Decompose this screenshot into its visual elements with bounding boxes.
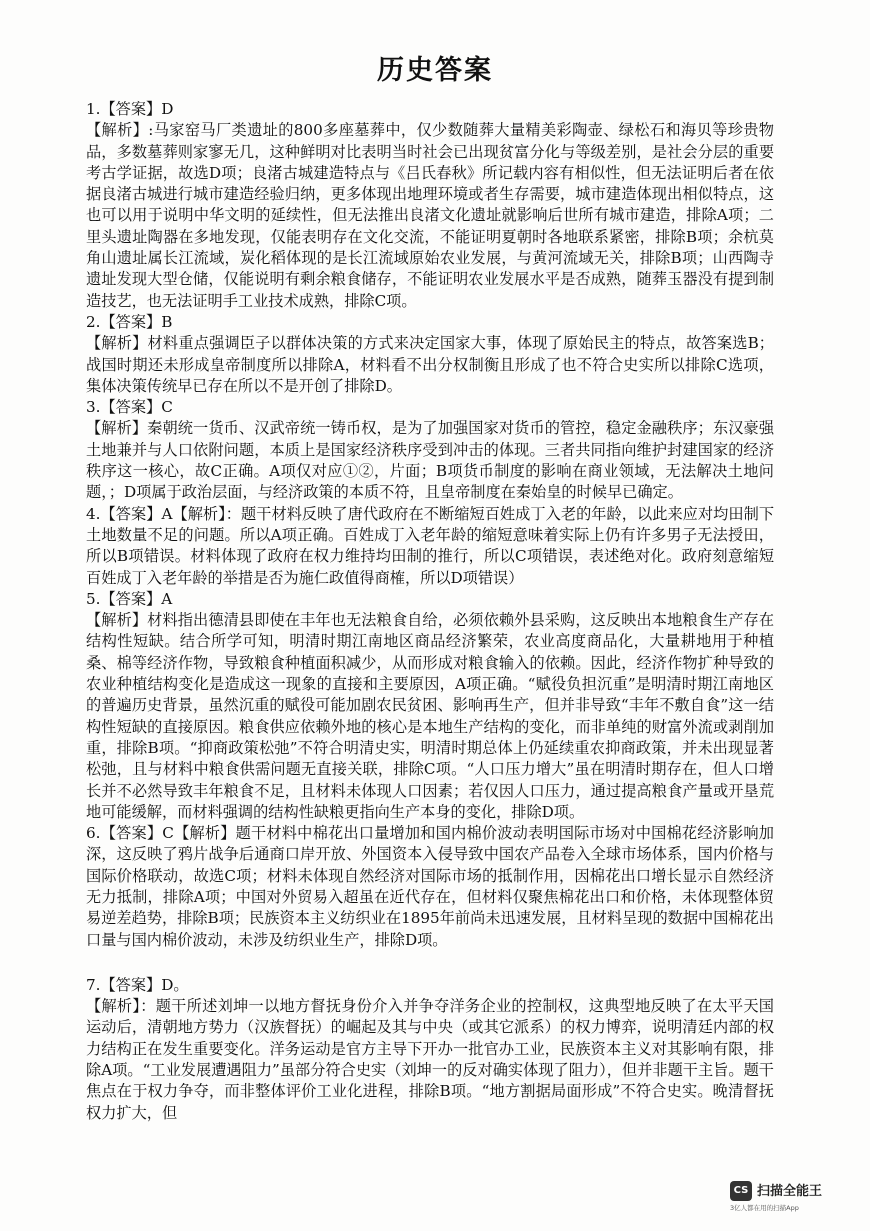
watermark-tagline: 3亿人都在用的扫描App: [730, 1204, 799, 1212]
answer-item-2: [86, 312, 774, 397]
camscanner-logo-icon: CS: [730, 1181, 752, 1201]
answer-list: [86, 99, 774, 1124]
analysis-text: 【解析】:马家窑马厂类遗址的800多座墓葬中，仅少数随葬大量精美彩陶壶、绿松石和海贝等珍贵物品，多数墓葬则家寥无几，这种鲜明对比表明当时社会已出现贫富分化与等级差别，是社会分层的重要考古学证据，故选D项；良渚古城建造特点与《吕氏春秋》所记载内容有相似性，但无法证明后者在依据良渚古城进行城市建造经验归纳，更多体现出地理环境或者生存需要，城市建造体现出相似特点，这也可以用于说明中华文明的延续性，但无法推出良渚文化遗址就影响后世所有城市建造，排除A项；二里头遗址陶器在多地发现，仅能表明存在文化交流，不能证明夏朝时各地联系紧密，排除B项；余杭莫角山遗址属长江流域，炭化稻体现的是长江流域原始农业发展，与黄河流域无关，排除B项；山西陶寺遗址发现大型仓储，仅能说明有剩余粮食储存，不能证明农业发展水平是否成熟，随葬玉器没有提到制造技艺，也无法证明手工业技术成熟，排除C项。: [86, 121, 774, 310]
page-title: 历史答案: [377, 55, 493, 86]
analysis-text: 【解析】材料指出德清县即使在丰年也无法粮食自给，必须依赖外县采购，这反映出本地粮食生产存在结构性短缺。结合所学可知，明清时期江南地区商品经济繁荣，农业高度商品化，大量耕地用于种植桑、棉等经济作物，导致粮食种植面积减少，从而形成对粮食输入的依赖。因此，经济作物扩种导致的农业种植结构变化是造成这一现象的直接和主要原因，A项正确。“赋役负担沉重”是明清时期江南地区的普遍历史背景，虽然沉重的赋役可能加剧农民贫困、影响再生产，但并非导致“丰年不敷自食”这一结构性短缺的直接原因。粮食供应依赖外地的核心是本地生产结构的变化，而非单纯的财富外流或剥削加重，排除B项。“抑商政策松弛”不符合明清史实，明清时期总体上仍延续重农抑商政策，并未出现显著松弛，且与材料中粮食供需问题无直接关联，排除C项。“人口压力增大”虽在明清时期存在，但人口增长并不必然导致丰年粮食不足，且材料未体现人口因素；若仅因人口压力，通过提高粮食产量或开垦荒地可能缓解，而材料强调的结构性缺粮更指向生产本身的变化，排除D项。: [86, 611, 774, 821]
analysis-text: 题干材料反映了唐代政府在不断缩短百姓成丁入老的年龄，以此来应对均田制下土地数量不足的问题。所以A项正确。百姓成丁入老年龄的缩短意味着实际上仍有许多男子无法授田，所以B项错误。材料体现了政府在权力维持均田制的推行，所以C项错误，表述绝对化。政府刻意缩短百姓成丁入老年龄的举措是否为施仁政值得商榷，所以D项错误）: [86, 504, 775, 587]
answer-label: 6.【答案】C【解析】: [86, 824, 236, 843]
answer-item-7: [86, 975, 774, 1124]
answer-label: 1.【答案】D: [86, 100, 174, 118]
answer-item-4: [86, 504, 774, 589]
answer-label: 3.【答案】C: [86, 398, 173, 417]
answer-label: 7.【答案】D。: [86, 975, 189, 994]
analysis-text: 题干材料中棉花出口量增加和国内棉价波动表明国际市场对中国棉花经济影响加深，这反映了鸦片战争后通商口岸开放、外国资本入侵导致中国农产品卷入全球市场体系，国内价格与国际价格联动，故选C项；材料未体现自然经济对国际市场的抵制作用，因棉花出口增长显示自然经济无力抵制，排除A项；中国对外贸易入超虽在近代存在，但材料仅聚焦棉花出口和价格，未体现整体贸易逆差趋势，排除B项；民族资本主义纺织业在1895年前尚未迅速发展，且材料呈现的数据中国棉花出口量与国内棉价波动，未涉及纺织业生产，排除D项。: [86, 824, 774, 949]
answer-label: 2.【答案】B: [86, 312, 173, 331]
scanner-watermark: [730, 1179, 850, 1213]
analysis-text: 【解析】：题干所述刘坤一以地方督抚身份介入并争夺洋务企业的控制权，这典型地反映了在太平天国运动后，清朝地方势力（汉族督抚）的崛起及其与中央（或其它派系）的权力博弈，说明清廷内部的权力结构正在发生重要变化。洋务运动是官方主导下开办一批官办工业，民族资本主义对其影响有限，排除A项。“工业发展遭遇阻力”虽部分符合史实（刘坤一的反对确实体现了阻力），但并非题干主旨。题干焦点在于权力争夺，而非整体评价工业化进程，排除B项。“地方割据局面形成”不符合史实。晚清督抚权力扩大，但: [86, 997, 774, 1122]
answer-item-1: [86, 99, 774, 312]
answer-item-6: [86, 823, 774, 951]
watermark-app-name: 扫描全能王: [757, 1184, 823, 1199]
section-spacer: [86, 951, 774, 975]
answer-item-5: [86, 589, 774, 823]
analysis-text: 【解析】秦朝统一货币、汉武帝统一铸币权，是为了加强国家对货币的管控，稳定金融秩序；东汉豪强土地兼并与人口依附问题，本质上是国家经济秩序受到冲击的体现。三者共同指向维护封建国家的经济秩序这一核心，故C正确。A项仅对应①②，片面；B项货币制度的影响在商业领域，无法解决土地问题，；D项属于政治层面，与经济政策的本质不符，且皇帝制度在秦始皇的时候早已确定。: [86, 419, 774, 502]
answer-label: 5.【答案】A: [86, 589, 173, 608]
answer-item-3: [86, 397, 774, 503]
analysis-text: 【解析】材料重点强调臣子以群体决策的方式来决定国家大事，体现了原始民主的特点，故答案选B；战国时期还未形成皇帝制度所以排除A，材料看不出分权制衡且形成了也不符合史实所以排除C选项，集体决策传统早已存在所以不是开创了排除D。: [86, 334, 774, 395]
answer-label: 4.【答案】A【解析】：: [86, 504, 242, 523]
